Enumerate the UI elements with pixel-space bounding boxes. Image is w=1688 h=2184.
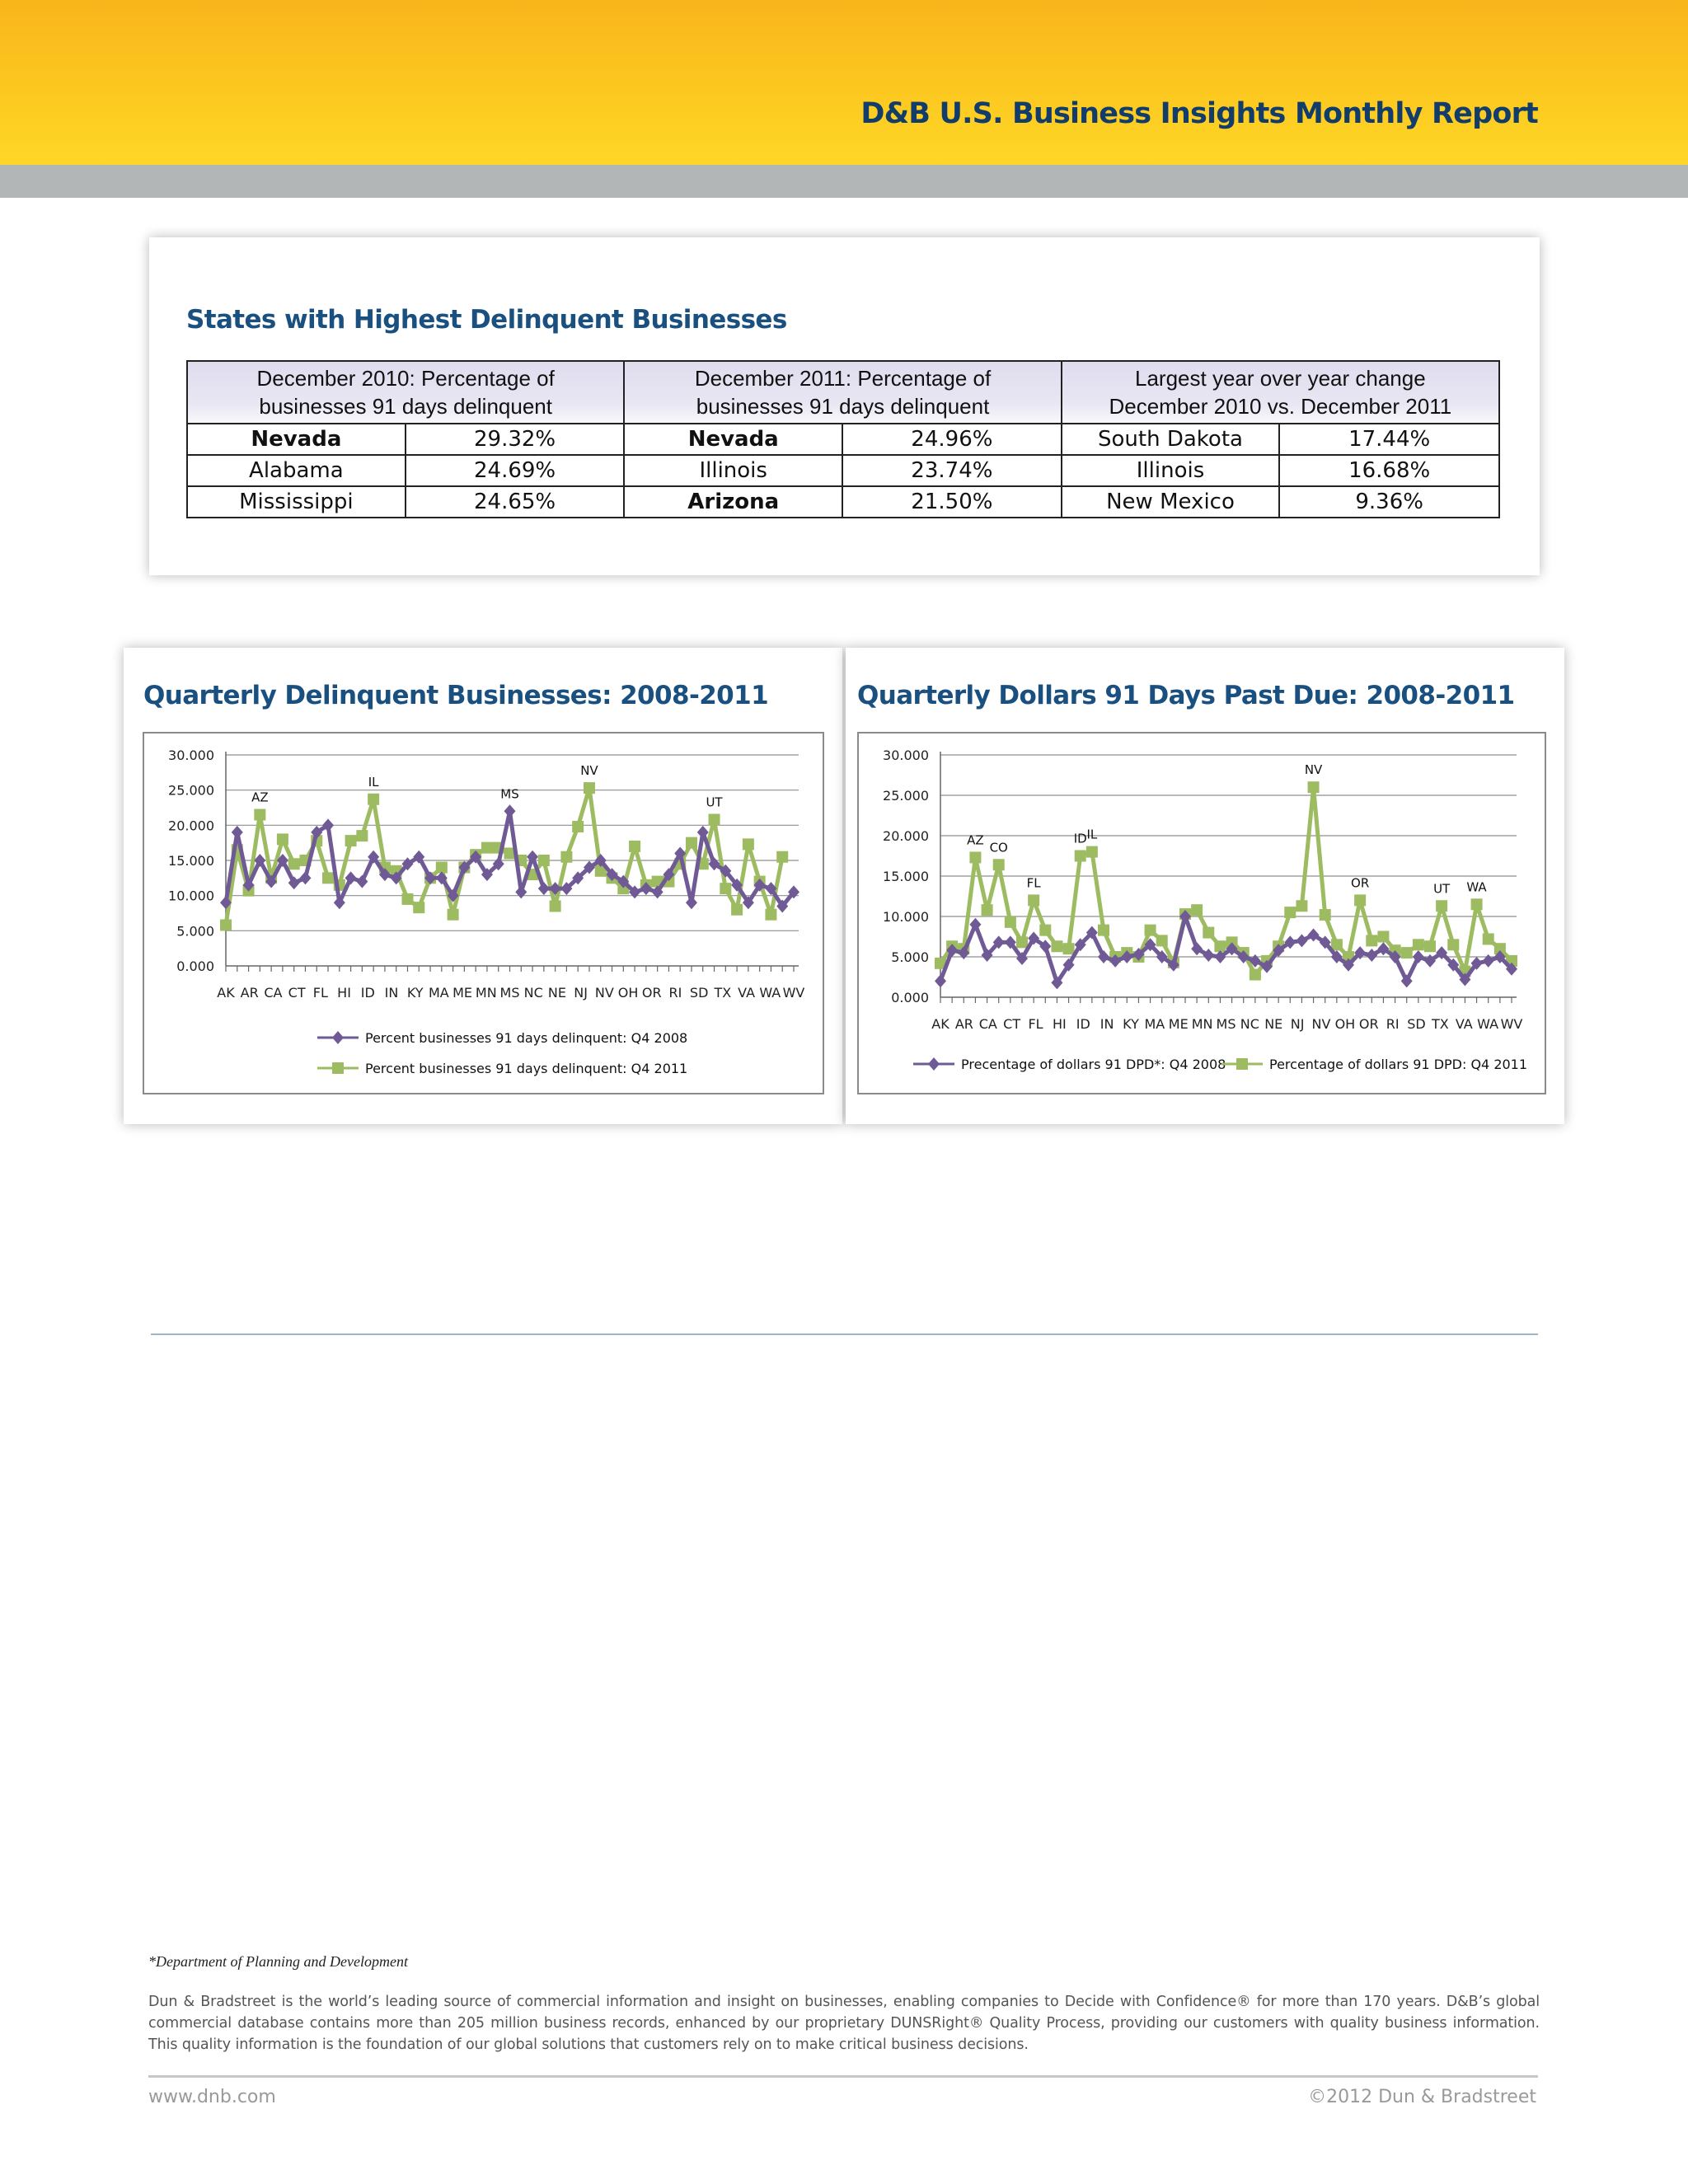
x-tick-label: MA [429, 985, 449, 1001]
data-point-marker [1436, 900, 1447, 912]
x-tick-label: VA [1455, 1016, 1473, 1032]
y-tick-label: 0.000 [176, 958, 214, 974]
data-point-marker [220, 920, 232, 931]
point-label: AZ [967, 832, 984, 848]
data-point-marker [1284, 907, 1296, 918]
x-tick-label: OR [1358, 1016, 1379, 1032]
x-tick-label: FL [312, 985, 328, 1001]
point-label: UT [1433, 881, 1451, 897]
data-point-marker [1086, 846, 1098, 858]
data-point-marker [332, 1031, 344, 1044]
table-cell: Illinois [1062, 455, 1280, 486]
data-point-marker [1191, 904, 1203, 916]
table-title: States with Highest Delinquent Businesses [186, 305, 787, 335]
data-point-marker [1483, 933, 1494, 944]
data-point-marker [1471, 898, 1483, 910]
table-cell: Alabama [187, 455, 406, 486]
data-point-marker [1145, 925, 1156, 936]
data-point-marker [1447, 939, 1459, 950]
x-tick-label: NV [594, 985, 614, 1001]
delinquent-states-table [186, 360, 1500, 518]
data-point-marker [1203, 927, 1214, 939]
chart-legend [317, 1030, 687, 1076]
x-tick-label: CT [288, 985, 306, 1001]
x-tick-label: CA [264, 985, 283, 1001]
chart1-area [143, 732, 824, 1094]
y-tick-label: 20.000 [883, 828, 929, 844]
data-point-marker [982, 904, 993, 916]
y-tick-label: 5.000 [176, 923, 214, 940]
data-point-marker [1051, 940, 1062, 952]
data-point-marker [1296, 900, 1307, 912]
header-dec-2010 [187, 361, 624, 424]
data-point-marker [584, 782, 595, 794]
x-tick-label: RI [668, 985, 682, 1001]
data-point-marker [1016, 936, 1028, 948]
table-cell: New Mexico [1062, 486, 1280, 518]
data-point-marker [1377, 931, 1389, 943]
data-point-marker [1063, 943, 1075, 954]
table-cell: Nevada [187, 424, 406, 455]
data-point-marker [1236, 1058, 1248, 1070]
data-point-marker [686, 896, 697, 909]
point-label: AZ [251, 790, 269, 805]
data-point-marker [935, 974, 946, 987]
data-point-marker [686, 837, 697, 849]
point-label: WA [1466, 879, 1487, 895]
data-point-marker [1098, 925, 1109, 936]
y-tick-label: 0.000 [891, 990, 929, 1005]
x-tick-label: RI [1386, 1016, 1400, 1032]
x-tick-label: NC [523, 985, 543, 1001]
data-point-marker [299, 871, 311, 884]
data-point-marker [709, 814, 720, 826]
x-tick-label: OR [641, 985, 662, 1001]
x-tick-label: IN [384, 985, 399, 1001]
x-tick-label: ID [1076, 1016, 1090, 1032]
x-tick-label: CA [978, 1016, 997, 1032]
data-point-marker [969, 851, 981, 863]
x-tick-label: CT [1003, 1016, 1021, 1032]
table-header-row [187, 361, 1499, 424]
series-2 [220, 782, 788, 930]
data-point-marker [345, 835, 357, 846]
x-tick-label: HI [337, 985, 351, 1001]
table-cell: Mississippi [187, 486, 406, 518]
table-cell: 24.96% [842, 424, 1062, 455]
footnote: *Department of Planning and Development [148, 1953, 408, 1970]
table-cell: Illinois [624, 455, 842, 486]
table-cell: 17.44% [1279, 424, 1499, 455]
website-link[interactable]: www.dnb.com [148, 2087, 276, 2107]
legend-label: Percent businesses 91 days delinquent: Q4 2008 [365, 1030, 688, 1046]
x-tick-label: NJ [1290, 1016, 1305, 1032]
data-point-marker [1005, 916, 1016, 928]
table-row [187, 486, 1499, 518]
header-divider-band [0, 165, 1688, 198]
point-label: IL [368, 774, 379, 790]
legend-label: Precentage of dollars 91 DPD*: Q4 2008 [961, 1057, 1226, 1072]
table-cell: Arizona [624, 486, 842, 518]
x-tick-label: WA [759, 985, 781, 1001]
data-point-marker [1354, 894, 1366, 906]
x-tick-label: AK [217, 985, 235, 1001]
data-point-marker [1366, 935, 1377, 946]
company-description: Dun & Bradstreet is the world’s leading source of commercial information and insight on businesses, enabling companies to Decide with Confidence® for more than 170 years. D&B’s global commercial database contains more than 205 million business records, enhanced by our proprietary DUNSRight® Quality Process, providing our customers with quality business information. This quality information is the foundation of our global solutions that customers rely on to make critical business decisions. [148, 1994, 1540, 2053]
header-band [0, 0, 1688, 165]
x-tick-label: OH [617, 985, 639, 1001]
data-point-marker [560, 851, 572, 863]
x-tick-label: WA [1477, 1016, 1499, 1032]
table-cell: South Dakota [1062, 424, 1280, 455]
data-point-marker [232, 826, 243, 839]
delinquent-states-panel [149, 237, 1540, 575]
point-label: CO [989, 840, 1008, 855]
table-cell: 24.69% [406, 455, 625, 486]
point-label: MS [500, 786, 519, 802]
chart1-title: Quarterly Delinquent Businesses: 2008-2011 [143, 681, 769, 710]
x-tick-label: TX [1432, 1016, 1449, 1032]
data-point-marker [1320, 909, 1331, 921]
data-point-marker [322, 872, 334, 883]
x-tick-label: IN [1100, 1016, 1114, 1032]
x-tick-label: FL [1028, 1016, 1043, 1032]
data-point-marker [720, 883, 731, 894]
data-point-marker [448, 909, 459, 921]
table-cell: 21.50% [842, 486, 1062, 518]
data-point-marker [629, 841, 640, 852]
y-tick-label: 25.000 [883, 788, 929, 804]
data-point-marker [356, 830, 368, 841]
y-tick-label: 15.000 [168, 853, 214, 869]
header-line: businesses 91 days delinquent [259, 394, 552, 419]
section-divider [151, 1333, 1538, 1335]
chart2-title: Quarterly Dollars 91 Days Past Due: 2008-2011 [857, 681, 1515, 710]
data-point-marker [515, 885, 527, 898]
y-tick-label: 30.000 [168, 748, 214, 763]
legend-label: Percentage of dollars 91 DPD: Q4 2011 [1269, 1057, 1528, 1072]
data-point-marker [697, 826, 709, 839]
x-tick-label: NE [547, 985, 566, 1001]
x-tick-label: AR [240, 985, 259, 1001]
table-cell: 23.74% [842, 455, 1062, 486]
dollars-past-due-line-chart [859, 733, 1545, 1093]
x-tick-label: SD [1407, 1016, 1426, 1032]
point-label: NV [1304, 762, 1323, 778]
data-point-marker [254, 809, 265, 821]
copyright-text: ©2012 Dun & Bradstreet [1308, 2087, 1536, 2107]
point-label: OR [1351, 875, 1370, 891]
data-point-marker [572, 821, 584, 832]
y-tick-label: 20.000 [168, 818, 214, 834]
table-cell: 9.36% [1279, 486, 1499, 518]
x-tick-label: AR [954, 1016, 973, 1032]
table-cell: 16.68% [1279, 455, 1499, 486]
data-point-marker [368, 794, 379, 805]
header-line: businesses 91 days delinquent [696, 394, 990, 419]
x-tick-label: AK [931, 1016, 950, 1032]
legend-label: Percent businesses 91 days delinquent: Q4 2011 [365, 1061, 688, 1076]
data-point-marker [413, 902, 424, 913]
data-point-marker [481, 842, 493, 854]
header-dec-2011 [624, 361, 1061, 424]
x-tick-label: TX [714, 985, 732, 1001]
x-tick-label: ME [452, 985, 473, 1001]
data-point-marker [993, 859, 1005, 870]
data-point-marker [332, 1062, 344, 1074]
x-tick-label: KY [406, 985, 424, 1001]
data-point-marker [504, 804, 516, 818]
x-tick-label: NJ [574, 985, 588, 1001]
header-yoy-change [1062, 361, 1499, 424]
data-point-marker [1308, 781, 1320, 793]
y-tick-label: 25.000 [168, 782, 214, 799]
x-tick-label: HI [1053, 1016, 1067, 1032]
x-tick-label: ID [360, 985, 375, 1001]
point-label: NV [580, 763, 598, 779]
data-point-marker [550, 900, 561, 912]
y-tick-label: 10.000 [883, 909, 929, 925]
header-line: December 2011: Percentage of [694, 366, 992, 391]
table-cell: Nevada [624, 424, 842, 455]
delinquent-businesses-chart-panel [124, 648, 842, 1124]
data-point-marker [776, 851, 788, 863]
x-tick-label: WV [782, 985, 805, 1001]
x-tick-label: MS [1216, 1016, 1236, 1032]
data-point-marker [1413, 939, 1424, 950]
data-point-marker [1296, 934, 1307, 947]
x-tick-label: MS [499, 985, 520, 1001]
data-point-marker [527, 851, 538, 864]
x-tick-label: MN [475, 985, 497, 1001]
chart2-area [857, 732, 1546, 1094]
data-point-marker [1075, 851, 1086, 862]
chart-legend [913, 1057, 1527, 1072]
x-tick-label: ME [1168, 1016, 1189, 1032]
data-point-marker [1424, 940, 1436, 952]
data-point-marker [401, 893, 413, 905]
y-tick-label: 10.000 [168, 888, 214, 904]
header-line: December 2010 vs. December 2011 [1109, 394, 1452, 419]
footer-divider [148, 2075, 1538, 2078]
table-row [187, 424, 1499, 455]
header-line: December 2010: Percentage of [256, 366, 555, 391]
data-point-marker [288, 858, 300, 869]
dollars-past-due-chart-panel [846, 648, 1564, 1124]
table-row [187, 455, 1499, 486]
x-tick-label: WV [1500, 1016, 1523, 1032]
x-tick-label: OH [1334, 1016, 1356, 1032]
y-tick-label: 5.000 [891, 949, 929, 965]
x-tick-label: MA [1144, 1016, 1165, 1032]
data-point-marker [1039, 925, 1051, 936]
data-point-marker [765, 909, 776, 921]
x-tick-label: NE [1264, 1016, 1283, 1032]
data-point-marker [1156, 935, 1168, 946]
data-point-marker [1483, 954, 1494, 968]
data-point-marker [277, 833, 288, 845]
header-line: Largest year over year change [1135, 366, 1426, 391]
x-tick-label: NC [1240, 1016, 1259, 1032]
y-tick-label: 15.000 [883, 869, 929, 884]
report-title: D&B U.S. Business Insights Monthly Report [860, 97, 1538, 130]
y-tick-label: 30.000 [883, 748, 929, 763]
point-label: IL [1086, 827, 1098, 842]
data-point-marker [1366, 949, 1377, 962]
point-label: ID [1073, 831, 1087, 846]
table-cell: 24.65% [406, 486, 625, 518]
data-point-marker [1250, 969, 1261, 981]
data-point-marker [743, 838, 754, 850]
data-point-marker [928, 1057, 940, 1071]
data-point-marker [538, 855, 550, 866]
data-point-marker [731, 904, 743, 916]
data-point-marker [1203, 949, 1214, 962]
data-point-marker [1401, 947, 1413, 958]
x-tick-label: NV [1311, 1016, 1331, 1032]
table-cell: 29.32% [406, 424, 625, 455]
x-tick-label: MN [1191, 1016, 1213, 1032]
x-tick-label: SD [689, 985, 709, 1001]
data-point-marker [1191, 942, 1203, 955]
point-label: UT [706, 794, 723, 810]
delinquent-businesses-line-chart [144, 733, 823, 1093]
x-tick-label: VA [738, 985, 756, 1001]
data-point-marker [1028, 894, 1039, 906]
point-label: FL [1026, 875, 1041, 891]
x-tick-label: KY [1123, 1016, 1139, 1032]
